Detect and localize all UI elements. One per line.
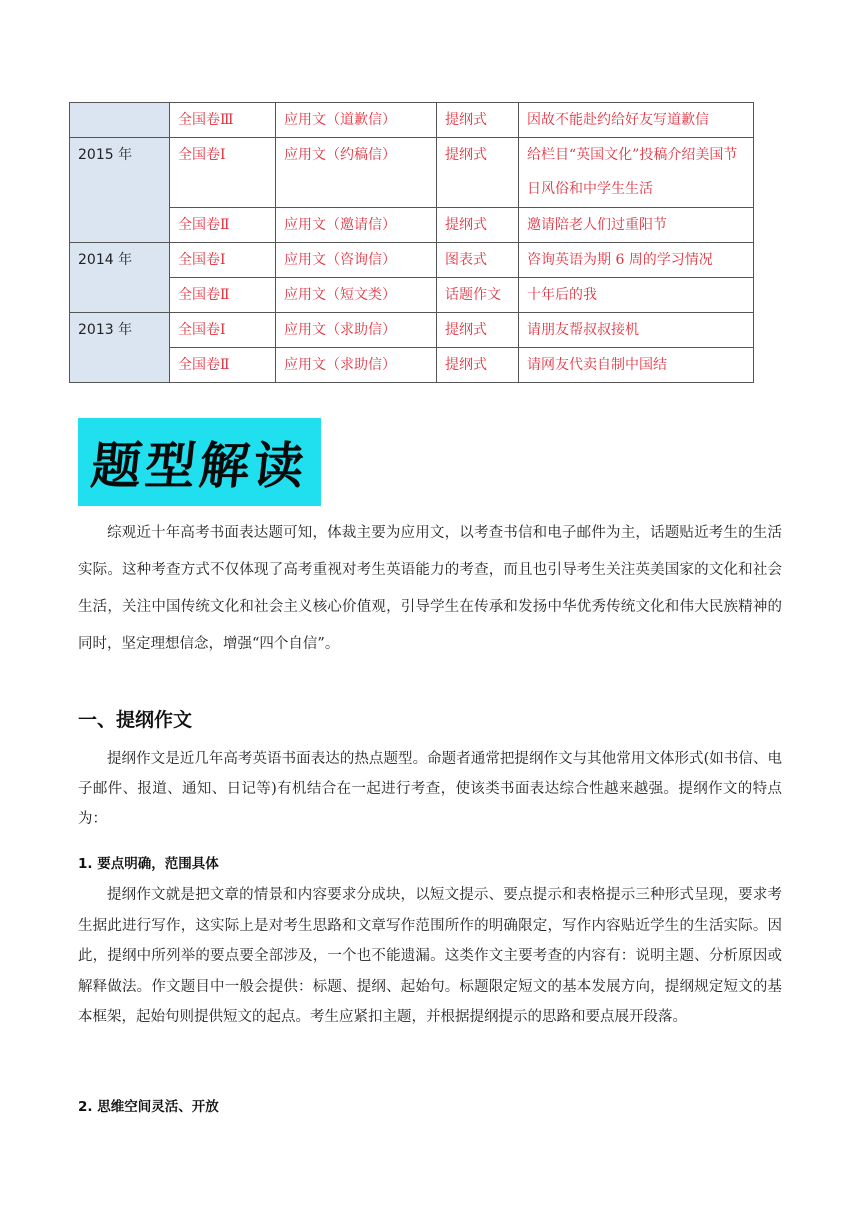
section-banner <box>78 418 321 506</box>
type-cell: 应用文（约稿信） <box>276 138 437 208</box>
type-cell: 应用文（咨询信） <box>276 243 437 278</box>
paper-cell: 全国卷Ⅱ <box>170 348 276 383</box>
table-row <box>70 348 754 383</box>
form-cell: 提纲式 <box>437 313 519 348</box>
point-2-heading: 2. 思维空间灵活、开放 <box>78 1099 219 1115</box>
topic-cell: 邀请陪老人们过重阳节 <box>519 208 754 243</box>
topic-cell: 请网友代卖自制中国结 <box>519 348 754 383</box>
form-cell: 图表式 <box>437 243 519 278</box>
year-cell: 2013 年 <box>70 313 170 383</box>
section-title: 一、提纲作文 <box>78 709 193 731</box>
type-cell: 应用文（邀请信） <box>276 208 437 243</box>
intro-paragraph: 综观近十年高考书面表达题可知，体裁主要为应用文，以考查书信和电子邮件为主，话题贴近考生的生活实际。这种考查方式不仅体现了高考重视对考生英语能力的考查，而且也引导考生关注英美国家的文化和社会生活，关注中国传统文化和社会主义核心价值观，引导学生在传承和发扬中华优秀传统文化和伟大民族精神的同时，坚定理想信念，增强“四个自信”。 <box>78 525 782 652</box>
topic-cell: 请朋友帮叔叔接机 <box>519 313 754 348</box>
topic-cell: 给栏目“英国文化”投稿介绍美国节日风俗和中学生生活 <box>519 138 754 208</box>
banner-title: 题型解读 <box>88 436 311 495</box>
paper-cell: 全国卷Ⅰ <box>170 313 276 348</box>
topic-cell: 因故不能赴约给好友写道歉信 <box>519 103 754 138</box>
paper-cell: 全国卷Ⅰ <box>170 138 276 208</box>
form-cell: 话题作文 <box>437 278 519 313</box>
form-cell: 提纲式 <box>437 208 519 243</box>
table-row <box>70 313 754 348</box>
exam-table <box>69 102 754 383</box>
topic-cell: 十年后的我 <box>519 278 754 313</box>
paper-cell: 全国卷Ⅰ <box>170 243 276 278</box>
table-row <box>70 278 754 313</box>
type-cell: 应用文（道歉信） <box>276 103 437 138</box>
point-1-paragraph: 提纲作文就是把文章的情景和内容要求分成块，以短文提示、要点提示和表格提示三种形式呈现，要求考生据此进行写作，这实际上是对考生思路和文章写作范围所作的明确限定，写作内容贴近学生的生活实际。因此，提纲中所列举的要点要全部涉及，一个也不能遗漏。这类作文主要考查的内容有：说明主题、分析原因或解释做法。作文题目中一般会提供：标题、提纲、起始句。标题限定短文的基本发展方向，提纲规定短文的基本框架，起始句则提供短文的起点。考生应紧扣主题，并根据提纲提示的思路和要点展开段落。 <box>78 887 782 1025</box>
table-row <box>70 138 754 208</box>
year-cell <box>70 103 170 138</box>
topic-cell: 咨询英语为期 6 周的学习情况 <box>519 243 754 278</box>
form-cell: 提纲式 <box>437 138 519 208</box>
table-row <box>70 103 754 138</box>
paper-cell: 全国卷Ⅲ <box>170 103 276 138</box>
type-cell: 应用文（短文类） <box>276 278 437 313</box>
section-intro-paragraph: 提纲作文是近几年高考英语书面表达的热点题型。命题者通常把提纲作文与其他常用文体形式(如书信、电子邮件、报道、通知、日记等)有机结合在一起进行考查，使该类书面表达综合性越来越强。提纲作文的特点为： <box>78 751 782 827</box>
form-cell: 提纲式 <box>437 348 519 383</box>
type-cell: 应用文（求助信） <box>276 313 437 348</box>
year-cell: 2014 年 <box>70 243 170 313</box>
paper-cell: 全国卷Ⅱ <box>170 208 276 243</box>
point-1-heading: 1. 要点明确，范围具体 <box>78 856 219 872</box>
form-cell: 提纲式 <box>437 103 519 138</box>
type-cell: 应用文（求助信） <box>276 348 437 383</box>
year-cell: 2015 年 <box>70 138 170 243</box>
table-row <box>70 243 754 278</box>
table-row <box>70 208 754 243</box>
paper-cell: 全国卷Ⅱ <box>170 278 276 313</box>
